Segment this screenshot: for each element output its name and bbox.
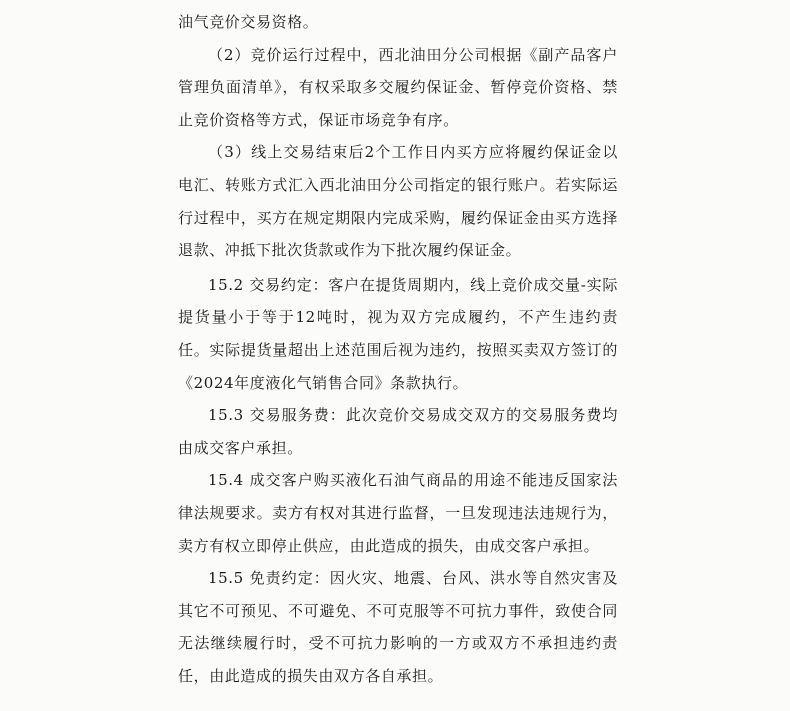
document-body	[178, 6, 618, 692]
paragraph-15-2: 15.2 交易约定：客户在提货周期内，线上竞价成交量-实际提货量小于等于12吨时，视为双方完成履约，不产生违约责任。实际提货量超出上述范围后视为违约，按照买卖双方签订的《2024年度液化气销售合同》条款执行。	[178, 275, 618, 392]
paragraph-15-5: 15.5 免责约定：因火灾、地震、台风、洪水等自然灾害及其它不可预见、不可避免、不可克服等不可抗力事件，致使合同无法继续履行时，受不可抗力影响的一方或双方不承担违约责任，由此造成的损失由双方各自承担。	[178, 569, 618, 685]
paragraph-item-3: （3）线上交易结束后2个工作日内买方应将履约保证金以电汇、转账方式汇入西北油田分公司指定的银行账户。若实际运行过程中，买方在规定期限内完成采购，履约保证金由买方选择退款、冲抵下批次货款或作为下批次履约保证金。	[178, 143, 618, 260]
paragraph-continuation: 油气竞价交易资格。	[178, 13, 319, 31]
paragraph-15-4: 15.4 成交客户购买液化石油气商品的用途不能违反国家法律法规要求。卖方有权对其进行监督，一旦发现违法违规行为，卖方有权立即停止供应，由此造成的损失，由成交客户承担。	[178, 471, 618, 555]
paragraph-15-3: 15.3 交易服务费：此次竞价交易成交双方的交易服务费均由成交客户承担。	[178, 406, 618, 457]
paragraph-item-2: （2）竞价运行过程中，西北油田分公司根据《副产品客户管理负面清单》，有权采取多交履约保证金、暂停竞价资格、禁止竞价资格等方式，保证市场竞争有序。	[178, 45, 618, 129]
